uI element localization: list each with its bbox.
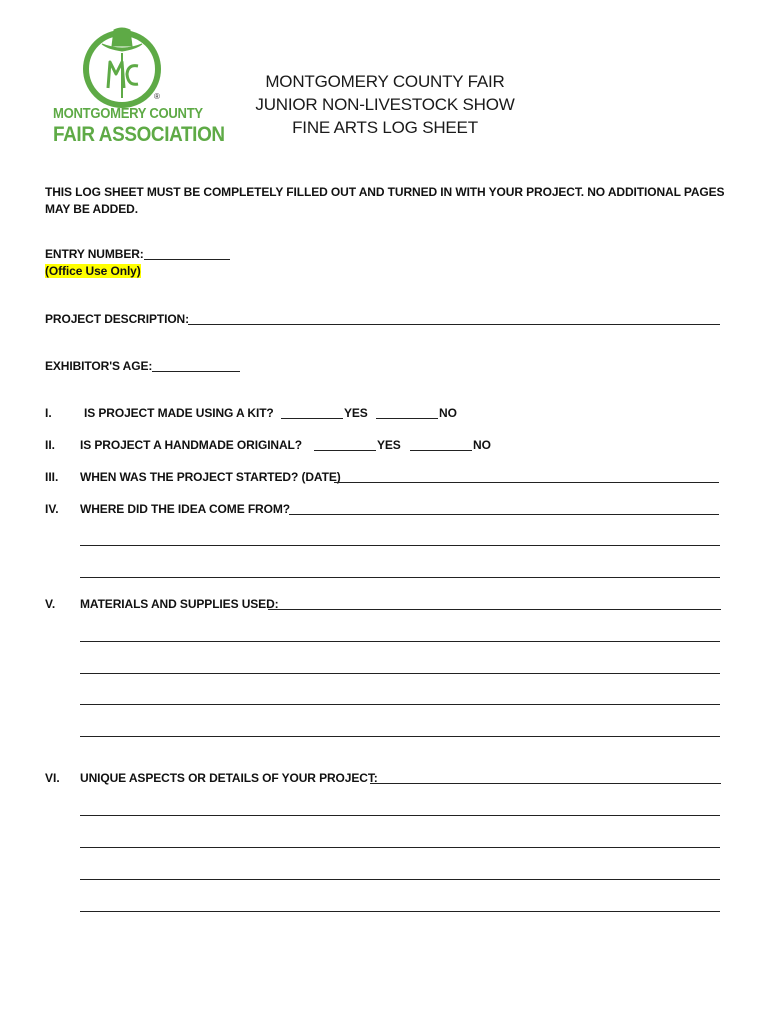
exhibitor-age-field[interactable] [152,371,240,372]
entry-number-label [45,247,144,261]
title-line1: MONTGOMERY COUNTY FAIR [265,72,505,91]
kit-yes-label: YES [344,406,368,420]
entry-number-field[interactable] [144,259,230,260]
idea-source-field-1[interactable] [289,514,719,515]
idea-source-field-3[interactable] [80,577,720,578]
logo-name-line1: MONTGOMERY COUNTY [53,106,203,122]
handmade-yes-label: YES [377,438,401,452]
project-description-label: PROJECT DESCRIPTION: [45,312,190,326]
entry-number-label-text: ENTRY NUMBER: [45,247,144,261]
materials-field-1[interactable] [268,609,721,610]
registered-mark: ® [154,92,160,101]
logo-emblem-icon [86,28,158,105]
handmade-yes-field[interactable] [314,450,376,451]
question-number-4: IV. [45,502,59,516]
unique-aspects-field-1[interactable] [370,783,721,784]
materials-field-5[interactable] [80,736,720,737]
kit-yes-field[interactable] [281,418,343,419]
question-number-5: V. [45,597,56,611]
unique-aspects-field-3[interactable] [80,847,720,848]
unique-aspects-field-4[interactable] [80,879,720,880]
question-number-1: I. [45,406,52,420]
question-label-4: WHERE DID THE IDEA COME FROM? [80,502,290,516]
page-title [200,70,570,139]
materials-field-2[interactable] [80,641,720,642]
question-number-6: VI. [45,771,60,785]
question-label-1: IS PROJECT MADE USING A KIT? [84,406,274,420]
materials-field-4[interactable] [80,704,720,705]
question-label-3: WHEN WAS THE PROJECT STARTED? (DATE) [80,470,341,484]
question-label-6: UNIQUE ASPECTS OR DETAILS OF YOUR PROJECT: [80,771,378,785]
unique-aspects-field-5[interactable] [80,911,720,912]
idea-source-field-2[interactable] [80,545,720,546]
office-use-highlight: (Office Use Only) [45,264,141,278]
question-number-3: III. [45,470,59,484]
unique-aspects-field-2[interactable] [80,815,720,816]
instructions-text: THIS LOG SHEET MUST BE COMPLETELY FILLED OUT AND TURNED IN WITH YOUR PROJECT. NO ADDITIONAL PAGES MAY BE ADDED. [45,185,725,216]
start-date-field[interactable] [334,482,719,483]
kit-no-label: NO [439,406,457,420]
logo-wordmark [53,106,225,146]
question-number-2: II. [45,438,56,452]
office-use-note [45,264,141,278]
handmade-no-label: NO [473,438,491,452]
question-label-5: MATERIALS AND SUPPLIES USED: [80,597,279,611]
materials-field-3[interactable] [80,673,720,674]
handmade-no-field[interactable] [410,450,472,451]
exhibitor-age-label: EXHIBITOR'S AGE: [45,359,153,373]
logo-name-line2: FAIR ASSOCIATION [53,122,225,146]
title-line2: JUNIOR NON-LIVESTOCK SHOW [255,95,515,114]
kit-no-field[interactable] [376,418,438,419]
title-line3: FINE ARTS LOG SHEET [292,118,478,137]
project-description-field[interactable] [188,324,720,325]
question-label-2: IS PROJECT A HANDMADE ORIGINAL? [80,438,303,452]
